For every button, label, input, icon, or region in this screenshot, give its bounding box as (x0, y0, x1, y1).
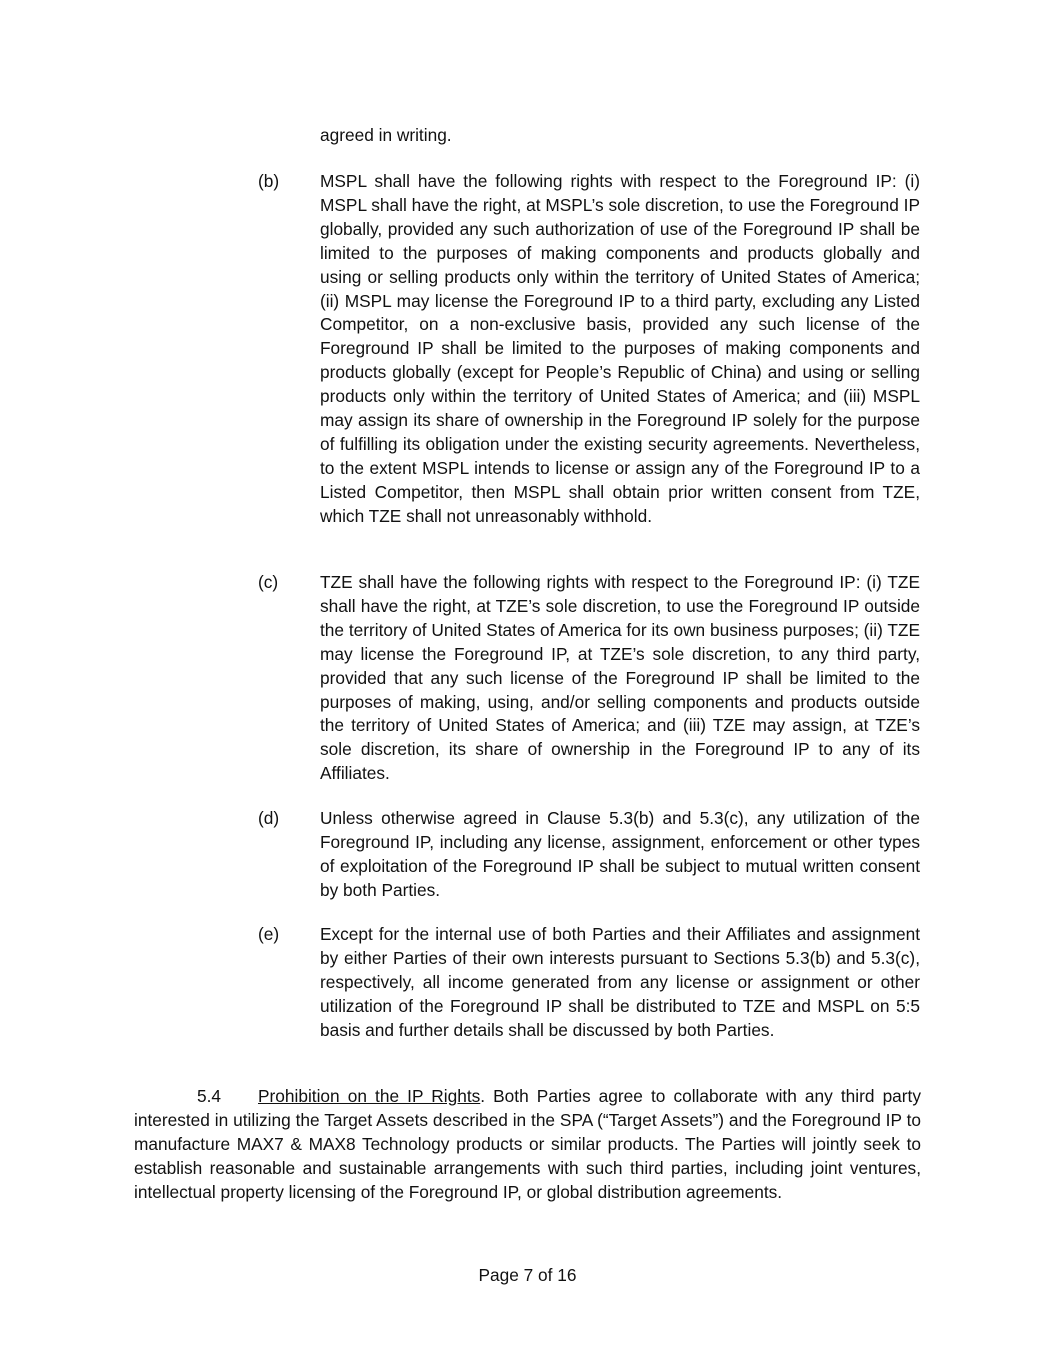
clause-text: TZE shall have the following rights with respect to the Foreground IP: (i) TZE shall have the right, at TZE’s sole discretion, to use the Foreground IP outside the territory of United States of America for its own business purposes; (ii) TZE may license the Foreground IP, at TZE’s sole discretion, to any third party, provided that any such license of the Foreground IP shall be limited to the purposes of making, using, and/or selling components and products outside the territory of United States of America; and (iii) TZE may assign, at TZE’s sole discretion, its share of ownership in the Foreground IP to any of its Affiliates. (320, 572, 920, 784)
clause-label: (c) (258, 572, 279, 592)
clause-label: (e) (258, 924, 280, 944)
section-text: . Both Parties agree to collaborate with any third party interested in utilizing the Target Assets described in the SPA (“Target Assets”) and the Foreground IP to manufacture MAX7 & MAX8 Technology products or similar products. The Parties will jointly seek to establish reasonable and sustainable arrangements with such third parties, including joint ventures, intellectual property licensing of the Foreground IP, or global distribution agreements. (134, 1086, 921, 1202)
section-5-4 (134, 1085, 921, 1205)
clause-5-3-b (258, 170, 920, 529)
clause-text: MSPL shall have the following rights with respect to the Foreground IP: (i) MSPL shall have the right, at MSPL’s sole discretion, to use the Foreground IP globally, provided any such authorization of use of the Foreground IP shall be limited to the purposes of making components and products globally and using or selling products only within the territory of United States of America; (ii) MSPL may license the Foreground IP to a third party, excluding any Listed Competitor, on a non-exclusive basis, provided any such license of the Foreground IP shall be limited to the purposes of making components and products globally (except for People’s Republic of China) and using or selling products only within the territory of United States of America; and (iii) MSPL may assign its share of ownership in the Foreground IP solely for the purpose of fulfilling its obligation under the existing security agreements. Nevertheless, to the extent MSPL intends to license or assign any of the Foreground IP to a Listed Competitor, then MSPL shall obtain prior written consent from TZE, which TZE shall not unreasonably withhold. (320, 171, 920, 526)
section-heading: Prohibition on the IP Rights (258, 1086, 481, 1106)
clause-label: (d) (258, 808, 280, 828)
clause-label: (b) (258, 171, 280, 191)
clause-5-3-e (258, 923, 920, 1043)
page-footer (0, 1264, 1055, 1288)
section-number: 5.4 (197, 1086, 222, 1106)
continuation-text: agreed in writing. (320, 125, 452, 145)
clause-5-3-d (258, 807, 920, 903)
clause-text: Except for the internal use of both Parties and their Affiliates and assignment by either Parties of their own interests pursuant to Sections 5.3(b) and 5.3(c), respectively, all income generated from any license or assignment or other utilization of the Foreground IP shall be distributed to TZE and MSPL on 5:5 basis and further details shall be discussed by both Parties. (320, 924, 920, 1040)
clause-text: Unless otherwise agreed in Clause 5.3(b) and 5.3(c), any utilization of the Foreground IP, including any license, assignment, enforcement or other types of exploitation of the Foreground IP shall be subject to mutual written consent by both Parties. (320, 808, 920, 900)
page-number: Page 7 of 16 (478, 1265, 577, 1285)
clause-5-3-c (258, 571, 920, 786)
